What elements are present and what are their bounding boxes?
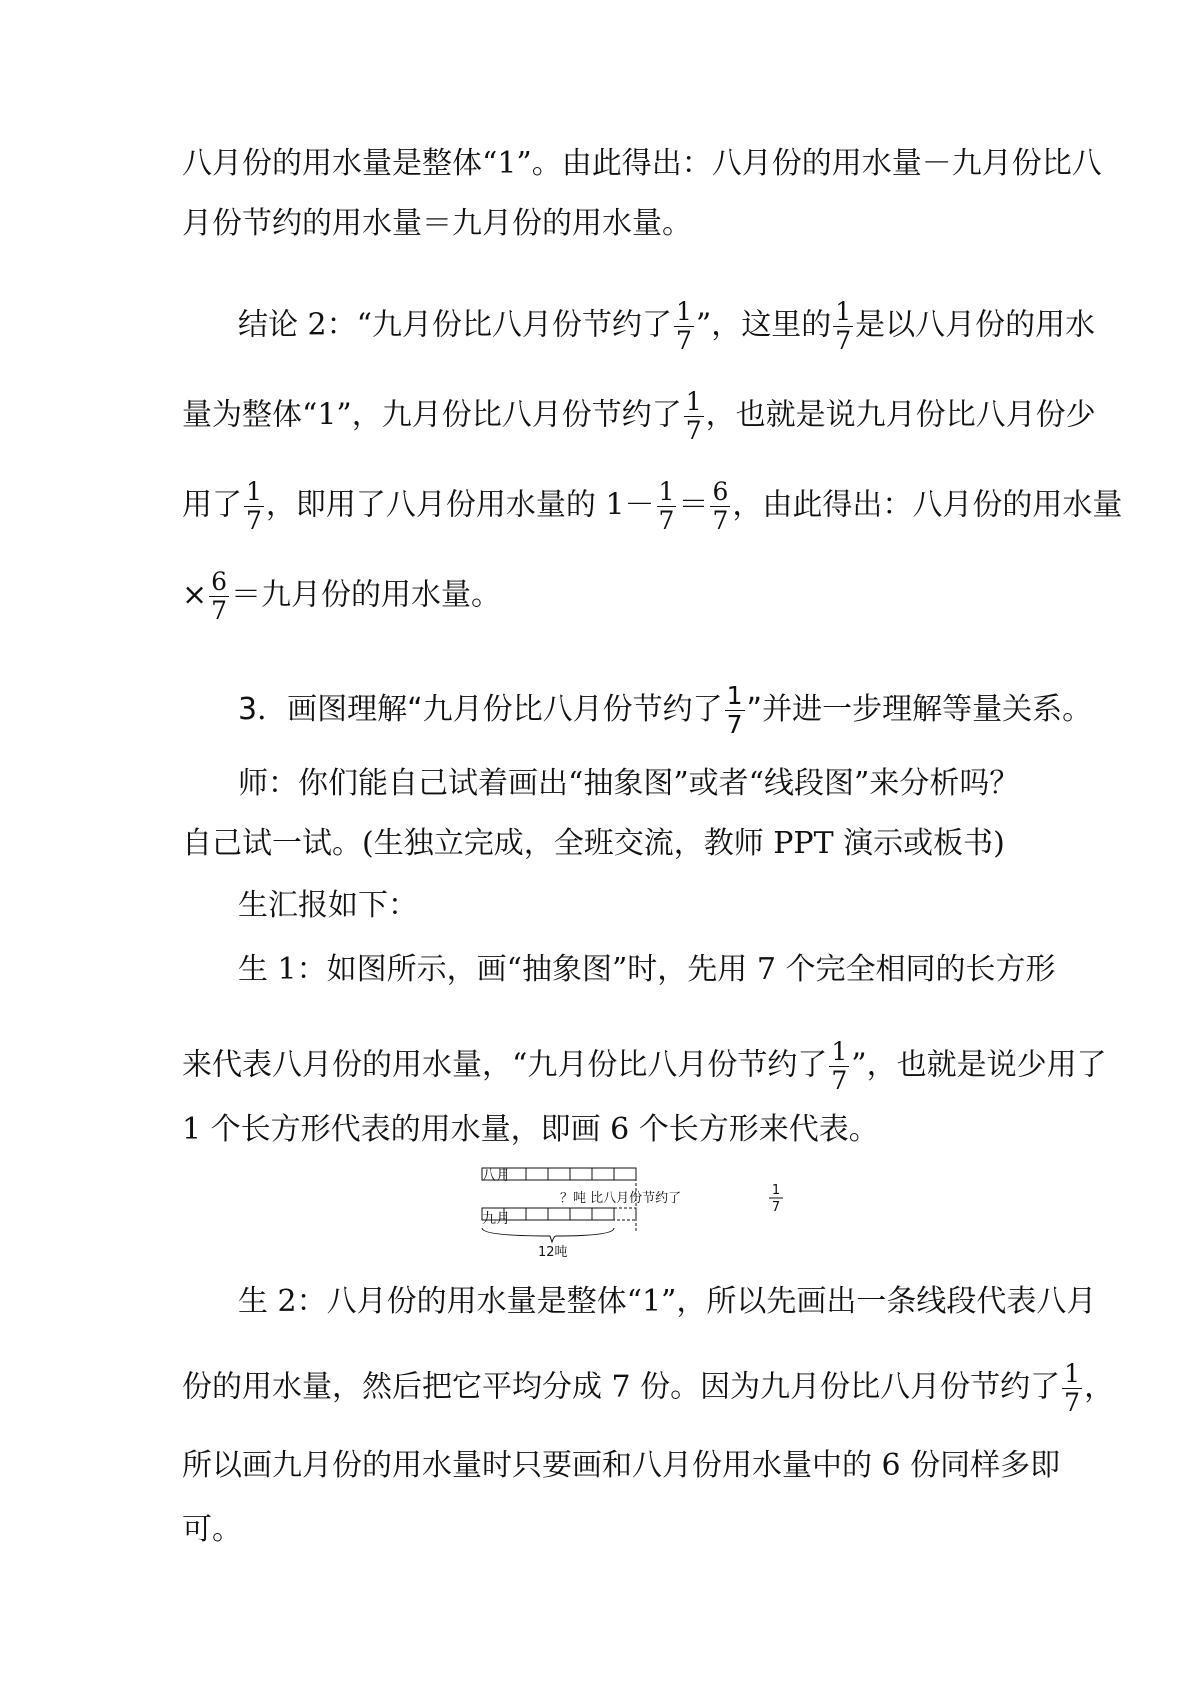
text-line: 生汇报如下： [238, 888, 418, 923]
rectangle-diagram [480, 1160, 800, 1260]
fraction: $\frac{6}{7}$ [712, 477, 729, 535]
text-line: 生 2：八月份的用水量是整体“1”，所以先画出一条线段代表八月 [238, 1284, 1097, 1319]
diagram-box [548, 1168, 570, 1180]
diagram-middle-label: ？吨 比八月份节约了 [560, 1191, 682, 1206]
text-line: × $\frac{6}{7}$ ＝九月份的用水量。 [182, 567, 502, 625]
fraction: $\frac{1}{7}$ [1064, 1359, 1081, 1417]
diagram-box [570, 1168, 592, 1180]
fraction: $\frac{1}{7}$ [835, 297, 852, 355]
diagram-label-sep: 九月 [482, 1211, 510, 1227]
text-line: 师：你们能自己试着画出“抽象图”或者“线段图”来分析吗？ [238, 766, 1020, 801]
text-line: 八月份的用水量是整体“1”。由此得出：八月份的用水量－九月份比八 [182, 146, 1102, 181]
diagram-frac-den: 7 [771, 1200, 781, 1215]
fraction: $\frac{1}{7}$ [246, 477, 262, 535]
text-line: 自己试一试。(生独立完成，全班交流，教师 PPT 演示或板书) [182, 826, 1005, 861]
text-line: 份的用水量，然后把它平均分成 7 份。因为九月份比八月份节约了 $\frac{1}{7}$ ， [182, 1359, 1115, 1417]
text-line: 1 个长方形代表的用水量，即画 6 个长方形来代表。 [182, 1112, 879, 1147]
text-line: 来代表八月份的用水量，“九月份比八月份节约了 $\frac{1}{7}$ ”，也就是说少用了 [182, 1037, 1107, 1095]
conclusion-2: 结论 2：“九月份比八月份节约了 $\frac{1}{7}$ ”，这里的 $\frac{1}{7}$ 是以八月份的用水 [238, 297, 1096, 355]
missing-box [614, 1208, 636, 1220]
text-line: 可。 [182, 1512, 242, 1547]
fraction: $\frac{1}{7}$ [675, 297, 692, 355]
text-line: 量为整体“1”，九月份比八月份节约了 $\frac{1}{7}$ ，也就是说九月份比八月份少 [182, 387, 1096, 445]
fraction: $\frac{1}{7}$ [831, 1037, 848, 1095]
diagram-box [526, 1208, 548, 1220]
text-line: 所以画九月份的用水量时只要画和八月份用水量中的 6 份同样多即 [182, 1448, 1061, 1483]
section-heading-3: 3．画图理解“九月份比八月份节约了 $\frac{1}{7}$ ”并进一步理解等量关系。 [238, 681, 1093, 739]
fraction: $\frac{1}{7}$ [726, 681, 743, 739]
text-line: 月份节约的用水量＝九月份的用水量。 [182, 206, 692, 241]
fraction: $\frac{6}{7}$ [211, 567, 228, 625]
diagram-box [570, 1208, 592, 1220]
diagram-bottom-label: 12吨 [538, 1245, 568, 1260]
diagram-box [526, 1168, 548, 1180]
diagram-box [614, 1168, 636, 1180]
diagram-box [592, 1168, 614, 1180]
diagram-frac-num: 1 [771, 1183, 781, 1198]
text-line: 用了 $\frac{1}{7}$ ，即用了八月份用水量的 1－ $\frac{1}{7}$ ＝ $\frac{6}{7}$ ，由此得出：八月份的用水量 [182, 477, 1123, 535]
fraction: $\frac{1}{7}$ [658, 477, 675, 535]
diagram-label-aug: 八月 [482, 1168, 510, 1184]
diagram-box [548, 1208, 570, 1220]
text-line: 生 1：如图所示，画“抽象图”时，先用 7 个完全相同的长方形 [238, 952, 1056, 987]
diagram-box [592, 1208, 614, 1220]
fraction: $\frac{1}{7}$ [685, 387, 702, 445]
bottom-brace [482, 1228, 614, 1242]
